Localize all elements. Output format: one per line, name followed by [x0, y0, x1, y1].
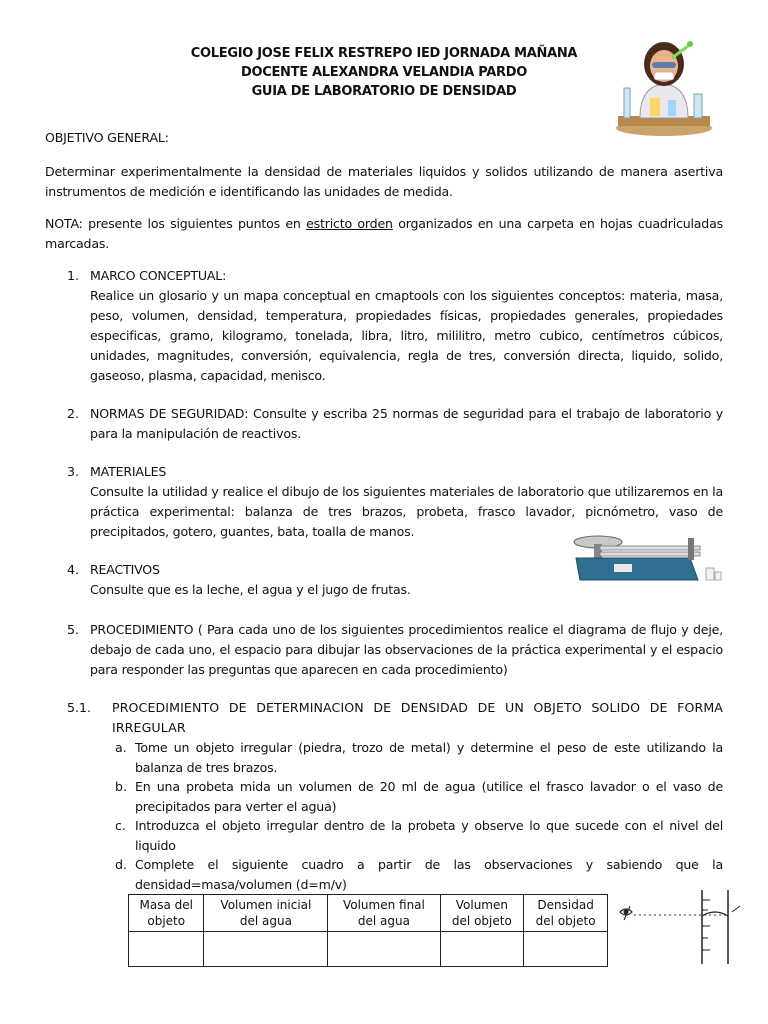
step-a-text: Tome un objeto irregular (piedra, trozo de metal) y determine el peso de este utilizando la balanza de tres brazos.: [135, 740, 723, 775]
step-b-text: En una probeta mida un volumen de 20 ml de agua (utilice el frasco lavador o el vaso de precipitados para verter el agua): [135, 779, 723, 814]
graduated-cylinder-eye-illustration: [610, 886, 750, 966]
teacher-name: DOCENTE ALEXANDRA VELANDIA PARDO: [240, 65, 528, 80]
table-cell[interactable]: [328, 932, 440, 967]
objective-heading: OBJETIVO GENERAL:: [45, 130, 169, 145]
section-4-title: REACTIVOS: [90, 562, 160, 577]
section-5-body: PROCEDIMIENTO ( Para cada uno de los siguientes procedimientos realice el diagrama de flujo y deje, debajo de cada uno, el espacio para dibujar las observaciones de la práctica experimental y el espacio para responder las preguntas que aparecen en cada procedimiento): [90, 622, 723, 677]
section-4-body: Consulte que es la leche, el agua y el jugo de frutas.: [90, 582, 411, 597]
table-cell[interactable]: [129, 932, 204, 967]
section-3-number: 3.: [67, 464, 80, 479]
section-3-body: Consulte la utilidad y realice el dibujo de los siguientes materiales de laboratorio que utilizaremos en la práctica experimental: balanza de tres brazos, probeta, frasco lavador, picnómetro, vaso de precipitados, gotero, guantes, bata, toalla de manos.: [90, 484, 723, 539]
step-c-text: Introduzca el objeto irregular dentro de la probeta y observe lo que sucede con el nivel del liquido: [135, 818, 723, 853]
table-cell[interactable]: [524, 932, 608, 967]
step-d-letter: d.: [115, 857, 127, 872]
step-a-letter: a.: [115, 740, 127, 755]
section-3-title: MATERIALES: [90, 464, 167, 479]
table-header-row: [129, 895, 608, 932]
section-5-number: 5.: [67, 622, 80, 637]
note-prefix: NOTA: presente los siguientes puntos en: [45, 216, 307, 231]
section-1-title: MARCO CONCEPTUAL:: [90, 268, 227, 283]
table-header-cell: Masa del objeto: [129, 895, 204, 932]
guide-title: GUIA DE LABORATORIO DE DENSIDAD: [251, 84, 517, 99]
subsection-title: PROCEDIMIENTO DE DETERMINACION DE DENSIDAD DE UN OBJETO SOLIDO DE FORMA IRREGULAR: [112, 700, 723, 735]
note-paragraph: [45, 214, 723, 254]
scientist-illustration: [610, 28, 718, 140]
triple-beam-balance-illustration: [570, 528, 725, 586]
note-underlined: estricto orden: [306, 216, 393, 231]
section-4-number: 4.: [67, 562, 80, 577]
step-b-letter: b.: [115, 779, 127, 794]
table-header-cell: Volumen inicial del agua: [204, 895, 328, 932]
table-header-cell: Densidad del objeto: [524, 895, 608, 932]
section-2-number: 2.: [67, 406, 80, 421]
school-name: COLEGIO JOSE FELIX RESTREPO IED JORNADA MAÑANA: [190, 46, 578, 61]
note-suffix: organizados en una carpeta en hojas cuadriculadas marcadas.: [45, 216, 723, 251]
observation-table: [128, 894, 608, 967]
subsection-number: 5.1.: [67, 700, 92, 715]
table-cell[interactable]: [440, 932, 524, 967]
section-2-body: NORMAS DE SEGURIDAD: Consulte y escriba 25 normas de seguridad para el trabajo de laboratorio y para la manipulación de reactivos.: [90, 406, 723, 441]
table-header-cell: Volumen final del agua: [328, 895, 440, 932]
table-cell[interactable]: [204, 932, 328, 967]
table-header-cell: Volumen del objeto: [440, 895, 524, 932]
table-row: [129, 932, 608, 967]
objective-text: Determinar experimentalmente la densidad de materiales liquidos y solidos utilizando de manera asertiva instrumentos de medición e identificando las unidades de medida.: [45, 164, 723, 199]
section-1-number: 1.: [67, 268, 80, 283]
step-d-text: Complete el siguiente cuadro a partir de las observaciones y sabiendo que la densidad=masa/volumen (d=m/v): [135, 857, 723, 892]
step-c-letter: c.: [115, 818, 126, 833]
section-1-body: Realice un glosario y un mapa conceptual en cmaptools con los siguientes conceptos: materia, masa, peso, volumen, densidad, temperatura, propiedades físicas, propiedades generales, propiedades especificas, gramo, kilogramo, tonelada, libra, litro, mililitro, metro cubico, centímetros cúbicos, unidades, magnitudes, conversión, equivalencia, regla de tres, conversión directa, liquido, solido, gaseoso, plasma, capacidad, menisco.: [90, 288, 723, 383]
